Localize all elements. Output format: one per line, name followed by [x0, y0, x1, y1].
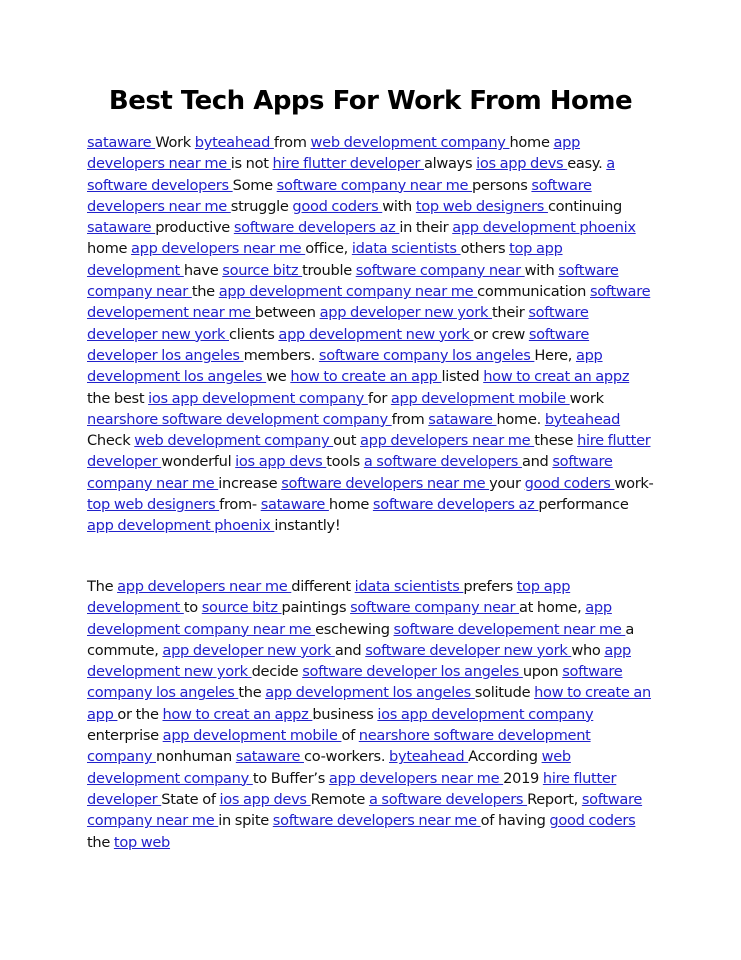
inline-link[interactable]: app developers near me [117, 578, 292, 595]
inline-link[interactable]: good coders [292, 197, 383, 215]
inline-link[interactable]: hire flutter developer [87, 769, 617, 808]
inline-link[interactable]: top web designers [415, 197, 548, 215]
inline-link[interactable]: software company near [355, 261, 525, 279]
body-text: who [571, 641, 605, 659]
body-text: the [238, 684, 266, 702]
inline-link[interactable]: app development los angeles [87, 346, 603, 386]
body-text: instantly! [274, 517, 341, 535]
body-text: members. [243, 346, 319, 364]
inline-link[interactable]: app development new york [87, 641, 631, 681]
inline-link[interactable]: good coders [524, 474, 615, 492]
body-text: the [87, 833, 114, 851]
inline-link[interactable]: software developement near me [393, 620, 626, 638]
body-text: Work [155, 134, 195, 151]
inline-link[interactable]: sataware [235, 748, 304, 766]
body-text: and [521, 453, 553, 471]
inline-link[interactable]: a software developers [87, 155, 615, 194]
inline-link[interactable]: app developers near me [328, 769, 504, 787]
body-text: struggle [230, 197, 293, 215]
inline-link[interactable]: software developer los angeles [87, 325, 590, 364]
body-text: increase [218, 474, 282, 492]
inline-link[interactable]: sataware [428, 410, 497, 428]
body-text: wonderful [161, 453, 236, 471]
inline-link[interactable]: how to create an app [87, 684, 651, 723]
inline-link[interactable]: ios app development company [377, 705, 594, 723]
body-text: for [367, 389, 391, 407]
inline-link[interactable]: software company near [87, 261, 619, 301]
body-text: is not [230, 155, 273, 173]
inline-link[interactable]: hire flutter developer [272, 155, 424, 173]
inline-link[interactable]: ios app development company [148, 389, 368, 407]
body-text: in spite [218, 812, 273, 830]
body-text: from [273, 134, 311, 151]
inline-link[interactable]: app development company near me [218, 283, 478, 301]
body-text: State of [161, 790, 220, 808]
body-text: to [183, 599, 202, 617]
inline-link[interactable]: software company near [350, 599, 520, 617]
body-text: communication [477, 283, 590, 301]
body-text: upon [522, 663, 563, 681]
inline-link[interactable]: web development company [310, 134, 510, 151]
inline-link[interactable]: app development los angeles [265, 684, 475, 702]
inline-link[interactable]: sataware [260, 496, 329, 514]
inline-link[interactable]: app development new york [278, 325, 474, 343]
inline-link[interactable]: software developers near me [281, 474, 490, 492]
inline-link[interactable]: app developers near me [87, 134, 581, 173]
inline-link[interactable]: top web [113, 833, 171, 851]
body-text: in their [399, 219, 453, 237]
body-text: The [87, 578, 118, 595]
body-text: the best [87, 389, 149, 407]
inline-link[interactable]: app development phoenix [87, 517, 275, 535]
inline-link[interactable]: how to create an app [290, 368, 442, 386]
body-text: decide [251, 663, 303, 681]
body-text: performance [538, 496, 629, 514]
inline-link[interactable]: app developer new york [162, 641, 335, 659]
inline-link[interactable]: idata scientists [354, 578, 464, 595]
body-text: at home, [519, 599, 586, 617]
body-text: paintings [281, 599, 351, 617]
inline-link[interactable]: software developer new york [87, 304, 589, 343]
body-text: Check [87, 432, 135, 450]
inline-link[interactable]: ios app devs [235, 453, 327, 471]
body-text: these [534, 432, 578, 450]
body-text: between [254, 304, 320, 322]
body-text: eschewing [315, 620, 394, 638]
body-text: enterprise [87, 727, 163, 745]
body-text: continuing [547, 197, 622, 215]
paragraph-1 [87, 132, 655, 537]
body-text: have [183, 261, 223, 279]
inline-link[interactable]: sataware [87, 219, 156, 237]
inline-link[interactable]: app development mobile [162, 727, 342, 745]
inline-link[interactable]: a software developers [363, 453, 522, 471]
inline-link[interactable]: how to creat an appz [483, 368, 630, 386]
body-text: home [509, 134, 554, 151]
body-text: the [191, 283, 219, 301]
body-text: Some [232, 176, 277, 194]
body-text: a commute, [87, 620, 635, 659]
inline-link[interactable]: top app development [87, 240, 563, 279]
inline-link[interactable]: app development company near me [87, 599, 612, 638]
body-text: we [266, 368, 291, 386]
inline-link[interactable]: how to creat an appz [162, 705, 313, 723]
body-text: out [333, 432, 361, 450]
inline-link[interactable]: good coders [549, 812, 636, 830]
inline-link[interactable]: app development mobile [390, 389, 570, 407]
inline-link[interactable]: software company near me [87, 453, 613, 492]
body-text: of [341, 727, 359, 745]
body-text: business [312, 705, 378, 723]
inline-link[interactable]: app development phoenix [452, 219, 636, 237]
body-text: work [569, 389, 604, 407]
paragraph-2 [87, 576, 655, 853]
body-text: others [460, 240, 510, 258]
inline-link[interactable]: nearshore software development company [87, 410, 392, 428]
body-text: Here, [534, 346, 576, 364]
body-text: home [328, 496, 373, 514]
body-text: from [391, 410, 429, 428]
body-text: their [491, 304, 529, 322]
body-text: solitude [474, 684, 535, 702]
body-text: Remote [310, 790, 369, 808]
inline-link[interactable]: sataware [87, 134, 156, 151]
inline-link[interactable]: ios app devs [219, 790, 311, 808]
body-text: office, [305, 240, 352, 258]
inline-link[interactable]: hire flutter developer [87, 432, 651, 471]
inline-link[interactable]: nearshore software development company [87, 727, 591, 766]
body-text: trouble [302, 261, 356, 279]
body-text: or the [117, 705, 163, 723]
body-text: and [334, 641, 366, 659]
body-text: of having [480, 812, 550, 830]
inline-link[interactable]: software developement near me [87, 283, 651, 322]
body-text: nonhuman [156, 748, 236, 766]
inline-link[interactable]: idata scientists [351, 240, 461, 258]
body-text: work- [614, 474, 654, 492]
inline-link[interactable]: app developers near me [131, 240, 306, 258]
body-text: tools [326, 453, 364, 471]
body-text: or crew [473, 325, 529, 343]
body-text: co-workers. [303, 748, 390, 766]
inline-link[interactable]: top web designers [87, 496, 220, 514]
page-title: Best Tech Apps For Work From Home [108, 86, 633, 116]
body-text: from- [219, 496, 261, 514]
inline-link[interactable]: software developers near me [87, 176, 592, 215]
body-text: listed [441, 368, 484, 386]
inline-link[interactable]: web development company [87, 748, 571, 787]
inline-link[interactable]: software developers az [233, 219, 400, 237]
inline-link[interactable]: web development company [134, 432, 334, 450]
body-text: different [291, 578, 355, 595]
body-text: with [524, 261, 559, 279]
body-text: your [489, 474, 525, 492]
inline-link[interactable]: software company los angeles [318, 346, 535, 364]
body-text: According [468, 748, 542, 766]
inline-link[interactable]: top app development [87, 578, 571, 617]
inline-link[interactable]: source bitz [201, 599, 282, 617]
body-text: home. [496, 410, 545, 428]
inline-link[interactable]: software company los angeles [87, 663, 623, 702]
body-text: with [382, 197, 416, 215]
inline-link[interactable]: app developers near me [360, 432, 535, 450]
body-text: productive [155, 219, 234, 237]
inline-link[interactable]: byteahead [544, 410, 621, 428]
body-text: persons [472, 176, 532, 194]
inline-link[interactable]: software company near me [87, 790, 643, 830]
body-text: always [423, 155, 477, 173]
body-text: 2019 [503, 769, 543, 787]
inline-link[interactable]: a software developers [368, 790, 528, 808]
inline-link[interactable]: software developers near me [272, 812, 481, 830]
inline-link[interactable]: software developer new york [365, 641, 572, 659]
inline-link[interactable]: byteahead [389, 748, 469, 766]
inline-link[interactable]: software developers az [372, 496, 539, 514]
inline-link[interactable]: app developer new york [319, 304, 492, 322]
body-text: easy. [567, 155, 607, 173]
inline-link[interactable]: byteahead [194, 134, 274, 151]
body-text: to Buffer’s [252, 769, 329, 787]
inline-link[interactable]: ios app devs [476, 155, 568, 173]
inline-link[interactable]: source bitz [222, 261, 303, 279]
body-text: home [87, 240, 132, 258]
body-text: Report, [527, 790, 582, 808]
inline-link[interactable]: software company near me [276, 176, 473, 194]
inline-link[interactable]: software developer los angeles [302, 663, 523, 681]
body-text: prefers [463, 578, 517, 595]
body-text: clients [228, 325, 279, 343]
